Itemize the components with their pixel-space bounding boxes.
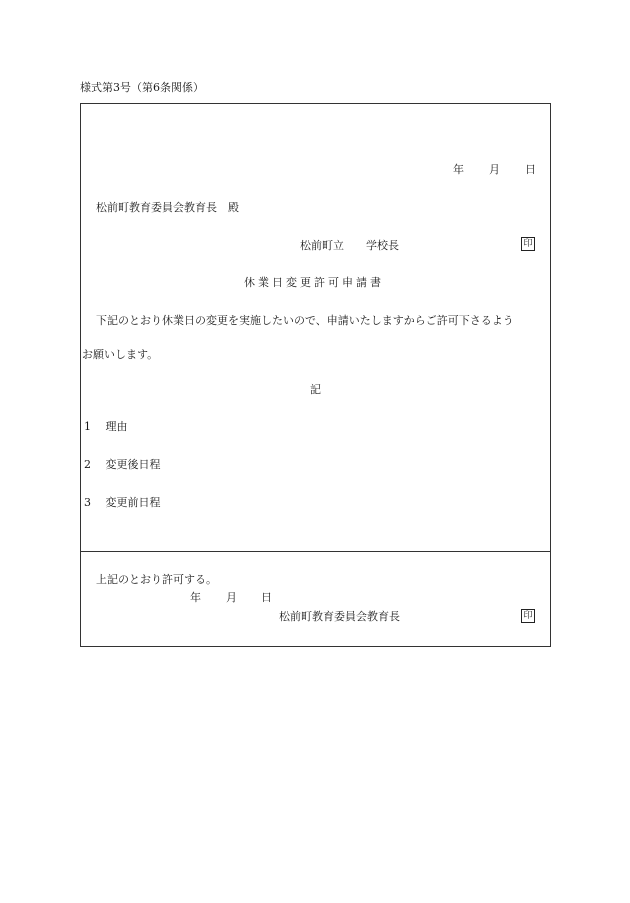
applicant-school-principal: 松前町立 学校長 <box>300 239 399 252</box>
item-old-schedule <box>84 497 161 508</box>
applicant-seal-icon: 印 <box>521 237 535 251</box>
ki-heading: 記 <box>310 383 321 396</box>
application-date-day: 日 <box>525 163 536 176</box>
approval-date-year: 年 <box>190 591 201 604</box>
item-new-schedule <box>84 459 161 470</box>
section-divider <box>81 551 550 552</box>
approval-date-month: 月 <box>226 591 237 604</box>
item-label: 理由 <box>105 420 128 433</box>
form-number: 様式第3号（第6条関係） <box>80 81 204 94</box>
item-reason <box>84 421 128 432</box>
item-number: 3 <box>84 496 91 509</box>
request-text-line-1: 下記のとおり休業日の変更を実施したいので、申請いたしますからご許可下さるよう <box>96 314 514 327</box>
approval-date-day: 日 <box>261 591 272 604</box>
item-number: 2 <box>84 458 91 471</box>
item-label: 変更後日程 <box>105 458 161 471</box>
item-number: 1 <box>84 420 91 433</box>
request-text-line-2: お願いします。 <box>82 348 159 361</box>
addressee: 松前町教育委員会教育長 殿 <box>96 201 239 214</box>
approval-signer: 松前町教育委員会教育長 <box>279 610 400 623</box>
item-label: 変更前日程 <box>105 496 161 509</box>
application-date-month: 月 <box>489 163 500 176</box>
approval-text: 上記のとおり許可する。 <box>96 573 217 586</box>
form-box <box>80 103 551 647</box>
document-title: 休業日変更許可申請書 <box>244 276 384 289</box>
application-date-year: 年 <box>453 163 464 176</box>
approval-seal-icon: 印 <box>521 609 535 623</box>
